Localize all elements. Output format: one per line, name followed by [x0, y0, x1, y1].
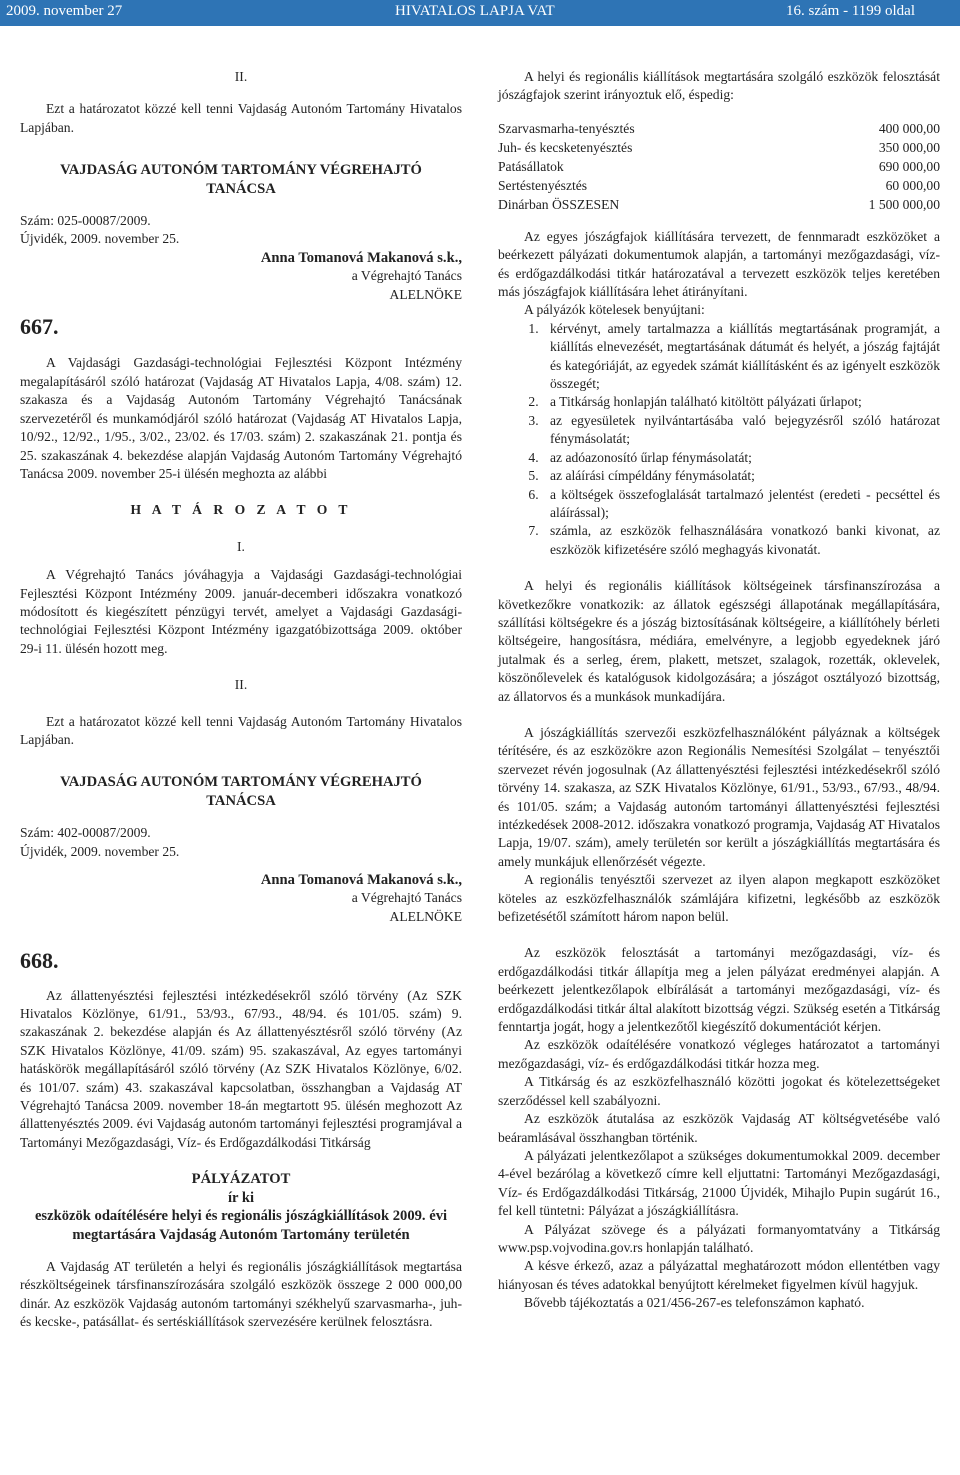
allocation-value: 1 500 000,00	[868, 196, 940, 212]
decision-article-1: A Végrehajtó Tanács jóváhagyja a Vajdasági Gazdasági-technológiai Fejlesztési Központ Intézmény 2009. január-decemberi időszakra vonatkozó módosított és kiegészített pénzügyi tervét, amelyet a Vajdasági Gazdasági-technológiai Fejlesztési Központ Intézmény igazgatóbizottsága 2009. október 29-i 11. ülésén hozott meg.	[20, 567, 462, 656]
call-subject: eszközök odaítélésére helyi és regionális jószágkiállítások 2009. évi megtartására Vajdaság Autonóm Tartomány területén	[34, 1208, 448, 1243]
council-heading: VAJDASÁG AUTONÓM TARTOMÁNY VÉGREHAJTÓ	[60, 162, 422, 179]
requirement-item: 7. számla, az eszközök felhasználására vonatkozó banki kivonat, az eszközök kifizetésére szóló meghagyás kivonatát.	[542, 522, 940, 559]
signatory-title: ALELNÖKE	[389, 908, 462, 924]
roman-numeral: II.	[234, 677, 248, 693]
allocation-value: 400 000,00	[878, 120, 940, 136]
transfer-paragraph: Az eszközök átutalása az eszközök Vajdaság AT költségvetésébe való beáramlásával összhangban történik.	[498, 1111, 940, 1145]
header-date: 2009. november 27	[6, 3, 123, 19]
allocation-label: Patásállatok	[498, 158, 564, 174]
allocation-intro: A helyi és regionális kiállítások megtartására szolgáló eszközök felosztását jószágfajok szerint irányoztuk elő, éspedig:	[498, 69, 940, 103]
allocation-row	[498, 138, 940, 157]
organizer-paragraph: A jószágkiállítás szervezői eszközfelhasználóként pályáznak a költségek térítésére, és az eszközökre azon Regionális Nemesítési Szolgálat – tenyésztői szervezet révén jogosulnak (Az állattenyésztési fejlesztési intézkedésekről szóló törvény 14. szakasza, az SZK Hivatalos Közlönye, 61/91., 53/93., 67/93., 48/94. és 101/05. szám; a Vajdaság autonóm tartományi állattenyésztési fejlesztési intézkedések 2008-2012. időszakra vonatkozó programja, Vajdaság AT Hivatalos Lapja, 19/07. szám), amely területén sor került a jószágkiállítás megtartására és amely munkájuk ellenőrzését végezte.	[498, 724, 940, 869]
contact-paragraph: Bővebb tájékoztatás a 021/456-267-es telefonszámon kapható.	[524, 1295, 865, 1311]
decision-title: H A T Á R O Z A T O T	[130, 502, 352, 518]
publish-clause: Ezt a határozatot közzé kell tenni Vajdaság Autonóm Tartomány Hivatalos Lapjában.	[20, 713, 462, 747]
requirement-item: 3. az egyesületek nyilvántartásába való bejegyzésről szóló határozat fénymásolatát;	[542, 412, 940, 449]
roman-numeral: II.	[234, 69, 248, 84]
page-header	[0, 0, 960, 26]
allocation-label: Szarvasmarha-tenyésztés	[498, 120, 635, 136]
regional-paragraph: A regionális tenyésztői szervezet az ilyen alapon megkapott eszközöket köteles az eszközfelhasználók számlájára kifizetni, legkésőbb az eszközök befizetésétől számított három napon belül.	[498, 872, 940, 925]
availability-paragraph: A Pályázat szövege és a pályázati formanyomtatvány a Titkárság www.psp.vojvodina.gov.rs honlapján található.	[498, 1221, 940, 1255]
left-column	[20, 68, 462, 1332]
requirement-item: 1. kérvényt, amely tartalmazza a kiállítás megtartásának programját, a kiállítás elnevezését, megtartásának dátumát és helyét, a jószág fajtáját és kategóriáját, az egyedek számát kiállításként és az igényelt eszközök összegét;	[542, 320, 940, 394]
right-column	[498, 68, 940, 1313]
call-title-2: ír ki	[227, 1189, 255, 1206]
submission-paragraph: A pályázati jelentkezőlapot a szükséges dokumentumokkal 2009. december 4-ével bezárólag a következő címre kell eljuttatni: Tartományi Mezőgazdasági, Víz- és Erdőgazdálkodási Titkárság, 21000 Újvidék, Mihajlo Pupin sugárút 16., fel kell tüntetni: Pályázat a jószágkiállításra.	[498, 1147, 940, 1219]
decision-preamble: A Vajdasági Gazdasági-technológiai Fejlesztési Központ Intézmény megalapításáról szóló határozat (Vajdaság AT Hivatalos Lapja, 4/08. szám) 12. szakasza és a Vajdaság Autonóm Tartomány Végrehajtó Tanácsának szervezetéről és munkamódjáról szóló határozat (Vajdaság AT Hivatalos Lapja, 10/92., 12/92., 1/95., 3/02., 23/02. és 17/03. szám) 2. szakaszának 21. pontja és 25. szakaszának 4. bekezdése alapján Vajdaság Autonóm Tartomány Végrehajtó Tanácsa 2009. november 25-i ülésén meghozta az alábbi	[20, 355, 462, 481]
signatory-title: ALELNÖKE	[389, 286, 462, 302]
allocation-label: Dinárban ÖSSZESEN	[498, 196, 620, 212]
rights-paragraph: A Titkárság és az eszközfelhasználó közötti jogokat és kötelezettségeket szerződéssel kell szabályozni.	[498, 1074, 940, 1108]
signatory-name: Anna Tomanová Makanová s.k.,	[260, 872, 462, 888]
distribution-paragraph: Az eszközök felosztását a tartományi mezőgazdasági, víz- és erdőgazdálkodási titkár állapítja meg a jelen pályázat eredményei alapján. A beérkezett jelentkezőlapok elbírálását a tartományi mezőgazdasági, víz- és erdőgazdálkodási titkár által alakított bizottság végzi. Szükség esetén a Titkárság fenntartja jogát, hogy a jelentkezőtől kiegészítő dokumentációt kérjen.	[498, 945, 940, 1035]
cofinance-paragraph: A helyi és regionális kiállítások költségeinek társfinanszírozása a következőkre vonatkozik: az állatok egészségi állapotának megállapítására, szállítási költségekre és a jószág biztosításának költségeire, a kiállítóhely bérleti költségeire, hangosításra, médiára, emelvényre, a legjobb egyedeknek járó jutalmak és a serleg, érem, plakett, metszet, szalagok, rozetták, oklevelek, köszönőlevelek és katalógusok kidolgozására; a jószágot osztályozó bizottság, az állatorvos és a munkások munkadíjára.	[498, 578, 940, 704]
council-heading-2: TANÁCSA	[206, 180, 276, 197]
allocation-row	[498, 176, 940, 195]
header-journal: HIVATALOS LAPJA VAT	[395, 3, 555, 19]
allocation-value: 350 000,00	[878, 139, 940, 155]
reallocation-paragraph: Az egyes jószágfajok kiállítására tervezett, de fennmaradt eszközöket a beérkezett pályázati dokumentumok alapján, a tartományi mezőgazdasági, víz- és erdőgazdálkodási titkár határozatával a tervezett eszközök teljes keretében más jószágfajok kiállítására lehet átirányítani.	[498, 228, 940, 300]
requirement-item: 2. a Titkárság honlapján található kitöltött pályázati űrlapot;	[542, 393, 940, 411]
document-place-date: Újvidék, 2009. november 25.	[20, 843, 180, 859]
requirement-item: 5. az aláírási címpéldány fénymásolatát;	[542, 467, 940, 485]
allocation-row	[498, 195, 940, 214]
signatory-role: a Végrehajtó Tanács	[351, 268, 462, 284]
allocation-label: Juh- és kecsketenyésztés	[498, 139, 633, 155]
signatory-name: Anna Tomanová Makanová s.k.,	[260, 249, 462, 266]
document-number: Szám: 402-00087/2009.	[20, 825, 151, 841]
document-number-668: 668.	[20, 948, 59, 974]
allocation-row	[498, 157, 940, 176]
document-place-date: Újvidék, 2009. november 25.	[20, 231, 180, 247]
requirement-item: 6. a költségek összefoglalását tartalmazó jelentést (eredeti - pecséttel és aláírással);	[542, 486, 940, 523]
requirement-item: 4. az adóazonosító űrlap fénymásolatát;	[542, 449, 940, 467]
allocation-row	[498, 119, 940, 138]
call-amount-paragraph: A Vajdaság AT területén a helyi és regionális jószágkiállítások megtartása részköltségeinek társfinanszírozására szolgáló eszközök összege 2 000 000,00 dinár. Az eszközök Vajdaság autonóm tartományi székhelyű szarvasmarha-, juh- és kecske-, patásállat- és sertéskiállítások szervezésére kerülnek felosztásra.	[20, 1258, 462, 1330]
document-number-667: 667.	[20, 314, 59, 340]
final-decision-paragraph: Az eszközök odaítélésére vonatkozó végleges határozatot a tartományi mezőgazdasági, víz- és erdőgazdálkodási titkár hozza meg.	[498, 1037, 940, 1071]
council-heading-2: TANÁCSA	[206, 792, 276, 809]
roman-numeral: I.	[237, 538, 245, 554]
signatory-role: a Végrehajtó Tanács	[351, 890, 462, 906]
allocation-label: Sertéstenyésztés	[498, 177, 588, 193]
allocation-table	[498, 119, 940, 214]
allocation-value: 690 000,00	[878, 158, 940, 174]
council-heading: VAJDASÁG AUTONÓM TARTOMÁNY VÉGREHAJTÓ	[60, 774, 422, 791]
allocation-value: 60 000,00	[885, 177, 940, 193]
requirements-intro: A pályázók kötelesek benyújtani:	[524, 302, 705, 318]
late-submission-paragraph: A késve érkező, azaz a pályázattal meghatározott módon ellentétben vagy hiányosan és téves adatokkal benyújtott kérelmeket figyelmen kívül hagyjuk.	[498, 1258, 940, 1292]
document-number: Szám: 025-00087/2009.	[20, 213, 151, 229]
requirements-list	[498, 320, 940, 559]
call-title: PÁLYÁZATOT	[191, 1171, 291, 1188]
publish-clause: Ezt a határozatot közzé kell tenni Vajdaság Autonóm Tartomány Hivatalos Lapjában.	[20, 101, 462, 135]
call-preamble: Az állattenyésztési fejlesztési intézkedésekről szóló törvény (Az SZK Hivatalos Közlönye, 61/91., 53/93., 67/93., 48/94. és 101/05. szám) 9. szakaszának 2. bekezdése alapján és Az állattenyésztésről szóló törvény (Az SZK Hivatalos Közlönye, 41/09. szám) 95. szakaszával, Az egyes tartományi hatáskörök megállapításáról szóló törvény (Az SZK Hivatalos Közlönye, 6/02. és 101/07. szám) 43. szakaszával kapcsolatban, összhangban a Vajdaság AT Végrehajtó Tanácsa 2009. november 18-án megtartott 95. ülésén meghozott Az állattenyésztés 2009. évi Vajdaság autonóm tartományi fejlesztési programjával a Tartományi Mezőgazdasági, Víz- és Erdőgazdálkodási Titkárság	[20, 987, 462, 1150]
header-issue: 16. szám - 1199 oldal	[786, 3, 916, 19]
